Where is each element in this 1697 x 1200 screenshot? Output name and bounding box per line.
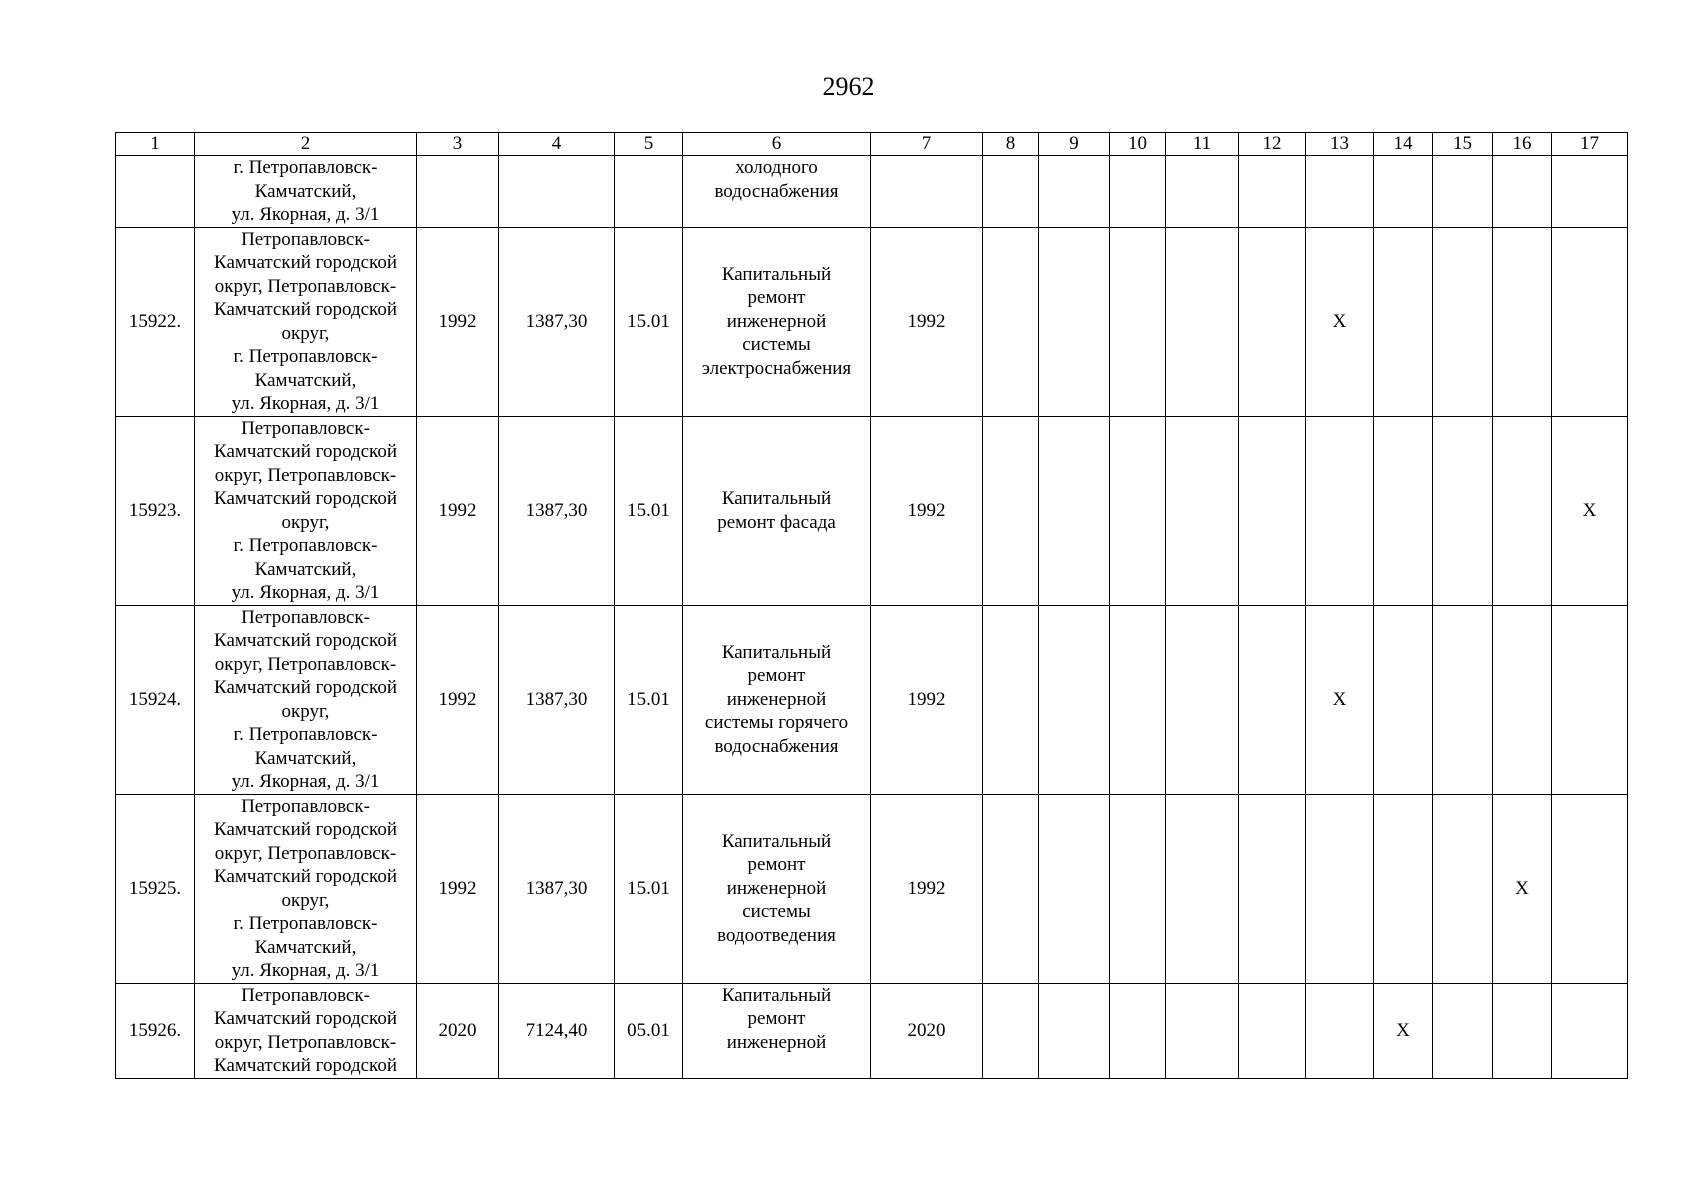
address-cell [195,156,417,228]
mark-cell [1493,605,1552,794]
mark-cell [1374,794,1433,983]
mark-cell [1493,156,1552,228]
year-cell: 1992 [871,794,983,983]
area-cell: 1387,30 [499,605,615,794]
year-cell: 1992 [871,416,983,605]
code-cell: 15.01 [615,605,683,794]
mark-cell: X [1306,605,1374,794]
year-built-cell: 1992 [417,605,499,794]
work-type-cell [683,983,871,1078]
address-cell-line: Петропавловск- [241,606,370,628]
column-number: 13 [1306,133,1374,156]
mark-cell [1166,983,1239,1078]
mark-cell: X [1306,227,1374,416]
mark-cell [983,416,1039,605]
column-number: 5 [615,133,683,156]
year-cell [871,156,983,228]
address-cell [195,605,417,794]
address-cell-line: округ, [281,700,330,722]
address-cell-line: г. Петропавловск- [233,535,378,556]
work-type-cell [683,227,871,416]
work-type-cell-line: ремонт фасада [717,511,836,533]
mark-cell [1110,605,1166,794]
address-cell-line: Камчатский городской [214,1008,397,1029]
address-cell-line: ул. Якорная, д. 3/1 [231,204,380,225]
mark-cell [1433,605,1493,794]
work-type-cell-line: системы горячего [704,712,849,734]
year-cell: 2020 [871,983,983,1078]
address-cell-line: Камчатский городской [214,819,397,840]
mark-cell [1166,227,1239,416]
address-cell-line: Камчатский, [254,936,357,958]
address-cell-line: г. Петропавловск- [233,724,378,745]
code-cell: 05.01 [615,983,683,1078]
address-cell-line: округ, Петропавловск- [214,653,397,675]
mark-cell [1110,227,1166,416]
column-number: 4 [499,133,615,156]
mark-cell [1374,156,1433,228]
work-type-cell-line: ремонт [747,287,806,309]
row-number: 15922. [116,227,195,416]
work-type-cell-line: Капитальный [721,263,832,285]
mark-cell [1239,983,1306,1078]
mark-cell [1493,416,1552,605]
address-cell-line: Камчатский городской [214,441,397,462]
mark-cell [1239,416,1306,605]
mark-cell [1166,416,1239,605]
mark-cell [1552,605,1628,794]
code-cell: 15.01 [615,227,683,416]
address-cell-line: округ, Петропавловск- [214,275,397,297]
column-number: 6 [683,133,871,156]
mark-cell [1039,156,1110,228]
work-type-cell-line: инженерной [726,688,827,710]
row-number: 15926. [116,983,195,1078]
mark-cell [983,983,1039,1078]
mark-cell [1374,416,1433,605]
mark-cell [983,605,1039,794]
mark-cell [1493,983,1552,1078]
mark-cell [1433,156,1493,228]
column-number: 12 [1239,133,1306,156]
work-type-cell-line: системы [742,334,811,356]
address-cell-line: Камчатский городской [214,677,397,698]
address-cell-line: Камчатский городской [214,1055,397,1076]
column-number: 1 [116,133,195,156]
work-type-cell-line: ремонт [747,854,806,876]
register-table [115,132,1628,1079]
mark-cell [1306,794,1374,983]
address-cell-line: Камчатский городской [214,488,397,509]
mark-cell [1306,983,1374,1078]
mark-cell [1110,156,1166,228]
address-cell-line: округ, [281,322,330,344]
work-type-cell-line: Капитальный [721,488,832,509]
address-cell-line: г. Петропавловск- [233,157,378,178]
work-type-cell [683,416,871,605]
address-cell-line: ул. Якорная, д. 3/1 [231,582,380,603]
address-cell-line: Камчатский городской [214,630,397,651]
row-number: 15925. [116,794,195,983]
table-row [116,794,1628,983]
mark-cell [1552,983,1628,1078]
address-cell-line: г. Петропавловск- [233,346,378,367]
work-type-cell-line: инженерной [726,877,827,899]
mark-cell [1039,983,1110,1078]
column-number: 11 [1166,133,1239,156]
mark-cell [1239,156,1306,228]
address-cell-line: Камчатский городской [214,299,397,320]
year-built-cell [417,156,499,228]
mark-cell [1110,983,1166,1078]
work-type-cell [683,605,871,794]
mark-cell [983,227,1039,416]
work-type-cell-line: ремонт [747,665,806,687]
address-cell [195,416,417,605]
mark-cell [1110,794,1166,983]
mark-cell [1039,416,1110,605]
row-number [116,156,195,228]
mark-cell [1166,156,1239,228]
work-type-cell-line: водоснабжения [714,735,839,757]
column-number: 2 [195,133,417,156]
year-built-cell: 1992 [417,794,499,983]
table-row [116,156,1628,228]
column-number: 14 [1374,133,1433,156]
mark-cell [1374,605,1433,794]
work-type-cell-line: Капитальный [721,984,832,1006]
work-type-cell-line: системы [742,901,811,923]
area-cell [499,156,615,228]
row-number: 15923. [116,416,195,605]
year-built-cell: 1992 [417,416,499,605]
address-cell-line: округ, Петропавловск- [214,1031,397,1053]
address-cell-line: округ, Петропавловск- [214,842,397,864]
mark-cell [983,794,1039,983]
mark-cell [1374,227,1433,416]
year-cell: 1992 [871,605,983,794]
work-type-cell-line: ремонт [747,1008,806,1029]
address-cell-line: ул. Якорная, д. 3/1 [231,960,380,981]
column-number: 9 [1039,133,1110,156]
address-cell-line: Петропавловск- [241,984,370,1006]
address-cell-line: округ, [281,889,330,911]
address-cell-line: Камчатский городской [214,252,397,273]
mark-cell [1239,794,1306,983]
mark-cell [1239,605,1306,794]
mark-cell [1039,227,1110,416]
code-cell: 15.01 [615,416,683,605]
table-row [116,227,1628,416]
year-built-cell: 1992 [417,227,499,416]
address-cell-line: Петропавловск- [241,417,370,439]
area-cell: 1387,30 [499,416,615,605]
mark-cell: X [1552,416,1628,605]
mark-cell [1039,794,1110,983]
work-type-cell-line: водоотведения [717,924,836,946]
mark-cell: X [1493,794,1552,983]
page-number: 2962 [822,72,875,101]
address-cell-line: ул. Якорная, д. 3/1 [231,393,380,414]
work-type-cell [683,156,871,228]
address-cell-line: Камчатский, [254,369,357,391]
table-row [116,416,1628,605]
address-cell-line: Петропавловск- [241,795,370,817]
work-type-cell-line: Капитальный [721,641,832,663]
address-cell [195,983,417,1078]
address-cell-line: округ, [281,511,330,533]
column-number: 10 [1110,133,1166,156]
address-cell-line: г. Петропавловск- [233,913,378,934]
mark-cell [1306,156,1374,228]
area-cell: 1387,30 [499,227,615,416]
address-cell-line: Камчатский городской [214,866,397,887]
column-number: 17 [1552,133,1628,156]
area-cell: 1387,30 [499,794,615,983]
address-cell [195,227,417,416]
mark-cell [1110,416,1166,605]
mark-cell [1306,416,1374,605]
year-built-cell: 2020 [417,983,499,1078]
address-cell-line: Камчатский, [254,180,357,202]
work-type-cell-line: водоснабжения [714,180,839,202]
table-row [116,983,1628,1078]
work-type-cell-line: инженерной [726,310,827,332]
row-number: 15924. [116,605,195,794]
work-type-cell-line: холодного [735,157,818,178]
mark-cell [1039,605,1110,794]
column-number: 8 [983,133,1039,156]
table-row [116,605,1628,794]
year-cell: 1992 [871,227,983,416]
mark-cell [1433,416,1493,605]
mark-cell [1552,227,1628,416]
column-number: 16 [1493,133,1552,156]
code-cell [615,156,683,228]
address-cell [195,794,417,983]
mark-cell [1166,794,1239,983]
work-type-cell [683,794,871,983]
mark-cell [1433,794,1493,983]
mark-cell [983,156,1039,228]
area-cell: 7124,40 [499,983,615,1078]
work-type-cell-line: Капитальный [721,830,832,852]
address-cell-line: Петропавловск- [241,228,370,250]
mark-cell [1552,794,1628,983]
mark-cell [1552,156,1628,228]
column-number: 7 [871,133,983,156]
column-number: 3 [417,133,499,156]
address-cell-line: Камчатский, [254,747,357,769]
mark-cell [1433,227,1493,416]
mark-cell: X [1374,983,1433,1078]
work-type-cell-line: электроснабжения [701,357,852,379]
column-number: 15 [1433,133,1493,156]
address-cell-line: Камчатский, [254,558,357,580]
code-cell: 15.01 [615,794,683,983]
mark-cell [1166,605,1239,794]
work-type-cell-line: инженерной [726,1031,827,1053]
mark-cell [1239,227,1306,416]
address-cell-line: округ, Петропавловск- [214,464,397,486]
column-number-row [116,133,1628,156]
address-cell-line: ул. Якорная, д. 3/1 [231,771,380,792]
mark-cell [1433,983,1493,1078]
mark-cell [1493,227,1552,416]
